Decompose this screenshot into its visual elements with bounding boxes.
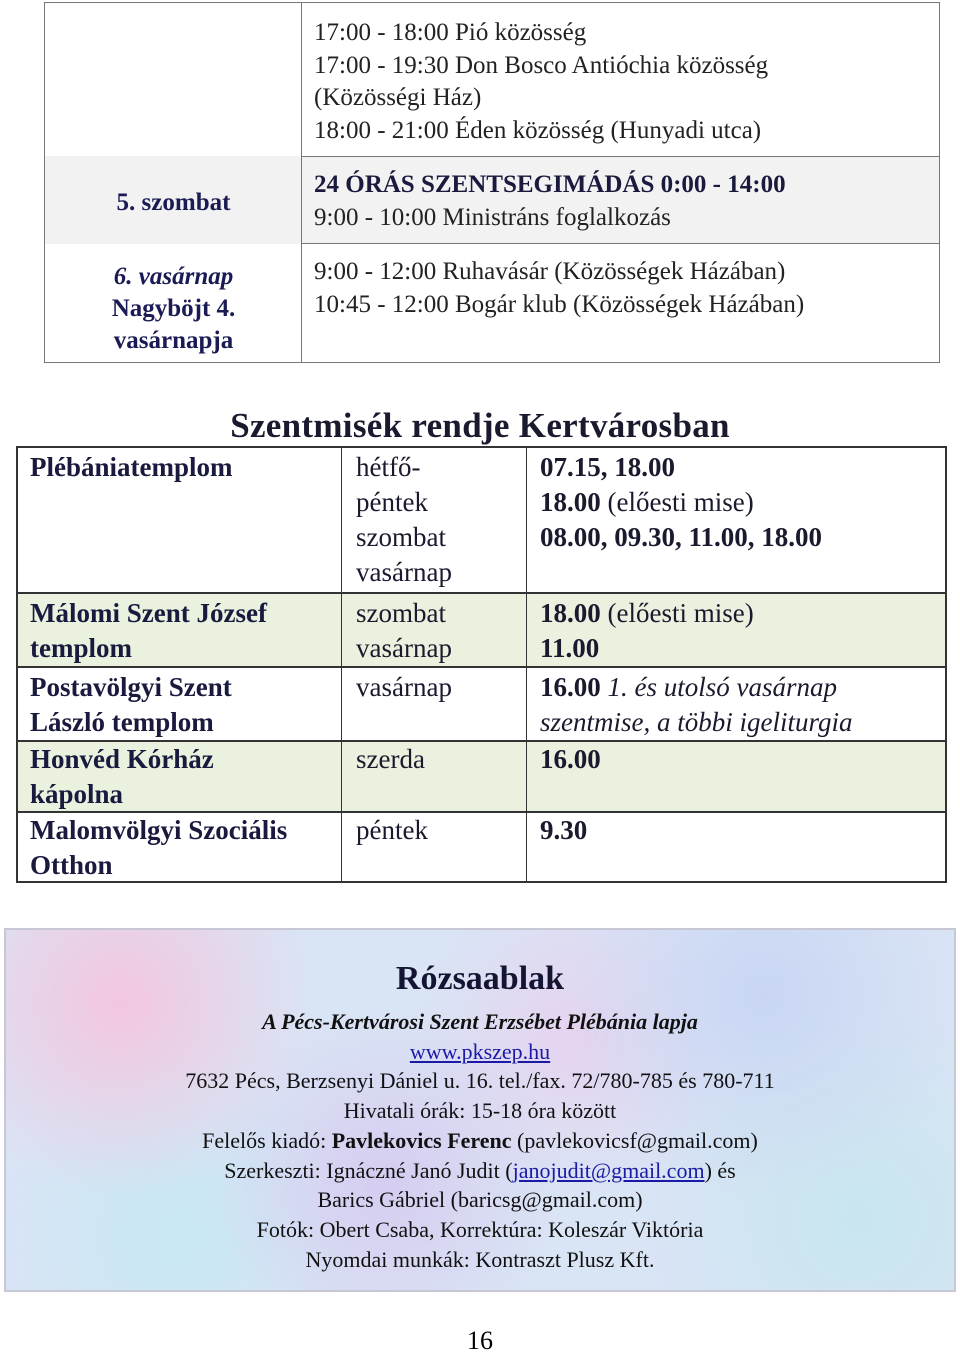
time: 08.00, 09.30, 11.00, 18.00: [540, 522, 823, 552]
mass-times: [540, 813, 940, 848]
publisher-label: Felelős kiadó:: [202, 1128, 332, 1153]
time-note: 1. és utolsó vasárnap: [607, 672, 837, 702]
time: 18.00: [540, 487, 601, 517]
church-name: [30, 742, 335, 812]
mass-row: [18, 666, 945, 740]
mass-times: [540, 596, 940, 666]
day-label-saturday: 5. szombat: [116, 189, 231, 216]
editor-label: Szerkeszti: Ignáczné Janó Judit (: [224, 1158, 513, 1183]
time-note: (előesti mise): [607, 487, 754, 517]
schedule-entry: 18:00 - 21:00 Éden közösség (Hunyadi utca): [314, 116, 762, 144]
schedule-entry: (Közösségi Ház): [314, 84, 482, 111]
church-name-line: Honvéd Kórház: [30, 744, 214, 774]
schedule-row-saturday: [302, 156, 939, 244]
church-name-line: templom: [30, 633, 132, 663]
church-name: Plébániatemplom: [30, 452, 233, 482]
church-name-line: László templom: [30, 707, 214, 737]
column-divider: [526, 448, 527, 881]
day: péntek: [356, 487, 428, 517]
day-label-sunday-line1: 6. vasárnap: [113, 263, 234, 290]
publisher-name: Pavlekovics Ferenc: [331, 1128, 512, 1153]
day: szombat: [356, 598, 446, 628]
church-name: [30, 596, 335, 666]
mass-days: [356, 813, 521, 848]
weekly-schedule-table: [44, 2, 940, 363]
schedule-entry: 17:00 - 18:00 Pió közösség: [314, 19, 587, 46]
day: vasárnap: [356, 672, 452, 702]
colophon-box: [4, 928, 956, 1292]
mass-times: [540, 742, 940, 777]
mass-schedule-title: Szentmisék rendje Kertvárosban: [230, 406, 730, 445]
time-note: szentmise, a többi igeliturgia: [540, 707, 853, 737]
mass-row: [18, 811, 945, 883]
schedule-entry: 9:00 - 12:00 Ruhavásár (Közösségek Házában): [314, 258, 786, 285]
mass-row: [18, 740, 945, 811]
day-label-sunday-line3: vasárnapja: [113, 327, 234, 354]
day: hétfő-: [356, 452, 421, 482]
mass-days: [356, 670, 521, 705]
church-name: [30, 670, 335, 740]
website-line: [14, 1039, 946, 1065]
church-name-line: Malomvölgyi Szociális: [30, 815, 288, 845]
mass-days: [356, 596, 521, 666]
publication-title: Rózsaablak: [395, 960, 565, 997]
day-label-sunday-line2: Nagyböjt 4.: [111, 295, 236, 322]
church-name-line: Otthon: [30, 850, 113, 880]
schedule-entry: 10:45 - 12:00 Bogár klub (Közösségek Házában): [314, 290, 805, 318]
time: 16.00: [540, 672, 601, 702]
publisher-email: (pavlekovicsf@gmail.com): [517, 1128, 758, 1153]
day: szombat: [356, 522, 446, 552]
time-note: (előesti mise): [607, 598, 754, 628]
day: szerda: [356, 744, 425, 774]
schedule-entry-highlight: 24 ÓRÁS SZENTSEGIMÁDÁS 0:00 - 14:00: [314, 171, 786, 198]
editor-email-link[interactable]: janojudit@gmail.com: [512, 1158, 705, 1183]
website-link[interactable]: www.pkszep.hu: [409, 1039, 551, 1064]
schedule-row-friday: [302, 3, 939, 156]
mass-times: [540, 670, 940, 740]
schedule-row-sunday: [302, 244, 939, 362]
column-divider: [341, 448, 342, 881]
church-name-line: Málomi Szent József: [30, 598, 267, 628]
mass-row: [18, 448, 945, 592]
mass-days: [356, 742, 521, 777]
publisher-line: [14, 1128, 946, 1154]
page-number: 16: [467, 1326, 493, 1355]
time: 18.00: [540, 598, 601, 628]
mass-times: [540, 450, 940, 555]
schedule-entry: 17:00 - 19:30 Don Bosco Antióchia közösség: [314, 51, 769, 79]
time: 07.15, 18.00: [540, 452, 675, 482]
address-line: 7632 Pécs, Berzsenyi Dániel u. 16. tel./fax. 72/780-785 és 780-711: [185, 1068, 775, 1093]
editor-line: [14, 1158, 946, 1184]
printing-line: Nyomdai munkák: Kontraszt Plusz Kft.: [305, 1247, 655, 1272]
publication-subtitle: A Pécs-Kertvárosi Szent Erzsébet Plébánia lapja: [262, 1009, 698, 1034]
mass-row: [18, 592, 945, 666]
office-hours: Hivatali órák: 15-18 óra között: [343, 1098, 617, 1123]
day: péntek: [356, 815, 428, 845]
mass-days: [356, 450, 521, 590]
time: 16.00: [540, 744, 601, 774]
church-name-line: Postavölgyi Szent: [30, 672, 232, 702]
church-name-line: kápolna: [30, 779, 124, 809]
day: vasárnap: [356, 633, 452, 663]
photos-line: Fotók: Obert Csaba, Korrektúra: Koleszár Viktória: [256, 1217, 704, 1242]
church-name: [30, 813, 335, 883]
time: 11.00: [540, 633, 600, 663]
schedule-entry: 9:00 - 10:00 Ministráns foglalkozás: [314, 203, 671, 231]
mass-schedule-table: [16, 446, 947, 883]
day: vasárnap: [356, 557, 452, 587]
editor2-line: Barics Gábriel (baricsg@gmail.com): [317, 1187, 643, 1212]
day-label-sunday: [45, 261, 302, 357]
time: 9.30: [540, 815, 588, 845]
editor-suffix: ) és: [704, 1158, 736, 1183]
